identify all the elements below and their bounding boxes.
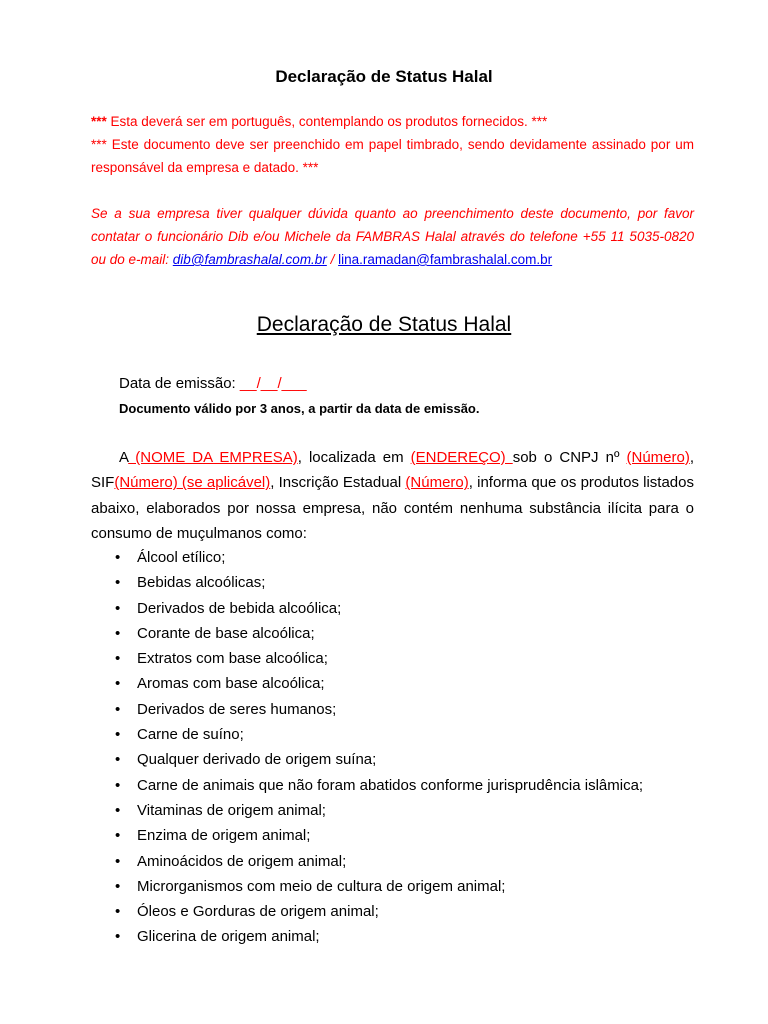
list-item-text: Aminoácidos de origem animal; [137,852,347,870]
email-separator: / [326,252,339,267]
bullet-icon: • [115,776,121,794]
bullet-icon: • [115,650,121,668]
list-item-text: Bebidas alcoólicas; [137,574,266,592]
list-item-text: Derivados de bebida alcoólica; [137,599,342,617]
bullet-icon: • [115,726,121,744]
list-item [91,545,694,570]
validity-note: Documento válido por 3 anos, a partir da data de emissão. [119,401,480,416]
list-item-text: Aromas com base alcoólica; [137,675,325,693]
list-item [91,849,694,874]
declaration-paragraph [91,445,694,546]
header-title: Declaração de Status Halal [275,67,493,86]
decl-text-5: , Inscrição Estadual [270,474,406,492]
contact-text: Se a sua empresa tiver qualquer dúvida quanto ao preenchimento deste documento, por favor contatar o funcionário Dib e/ou Michele da FAMBRAS Halal através do telefone +55 11 5035-0820 ou do e-mail: [91,206,694,267]
state-registration-field[interactable]: (Número) [405,474,469,492]
bullet-icon: • [115,599,121,617]
bullet-icon: • [115,928,121,946]
list-item [91,722,694,747]
bullet-icon: • [115,751,121,769]
list-item [91,671,694,696]
prohibited-substances-list [91,545,694,950]
decl-text-4: , SIF [91,449,695,492]
list-item [91,924,694,949]
emission-date-field[interactable]: __/__/___ [239,375,307,392]
sif-field[interactable]: (Número) (se aplicável) [114,474,271,492]
list-item-text: Glicerina de origem animal; [137,928,320,946]
list-item [91,697,694,722]
cnpj-field[interactable]: (Número) [626,449,690,466]
bullet-icon: • [115,852,121,870]
emission-label: Data de emissão: [119,375,240,392]
bullet-icon: • [115,700,121,718]
list-item-text: Corante de base alcoólica; [137,624,315,642]
list-item [91,874,694,899]
list-item [91,747,694,772]
bullet-icon: • [115,624,121,642]
list-item [91,570,694,595]
company-name-field[interactable]: (NOME DA EMPRESA) [128,449,298,466]
list-item-text: Álcool etílico; [137,549,226,566]
list-item-text: Derivados de seres humanos; [137,700,337,718]
list-item-text: Extratos com base alcoólica; [137,650,328,668]
list-item [91,899,694,924]
bullet-icon: • [115,801,121,819]
list-item [91,823,694,848]
list-item-text: Óleos e Gorduras de origem animal; [137,903,379,921]
main-title [0,313,768,337]
note-stars: *** [91,114,107,129]
bullet-icon: • [115,827,121,845]
list-item [91,798,694,823]
note-line-2: *** Este documento deve ser preenchido em papel timbrado, sendo devidamente assinado por um responsável da empresa e datado. *** [91,137,694,175]
list-item-text: Carne de animais que não foram abatidos conforme jurisprudência islâmica; [137,776,644,794]
list-item-text: Carne de suíno; [137,726,244,744]
emission-date [119,375,307,392]
bullet-icon: • [115,675,121,693]
list-item-text: Vitaminas de origem animal; [137,801,326,819]
decl-text-1: A [119,449,129,466]
bullet-icon: • [115,549,121,566]
list-item-text: Microrganismos com meio de cultura de origem animal; [137,877,506,895]
bullet-icon: • [115,877,121,895]
contact-paragraph [91,202,694,271]
list-item-text: Enzima de origem animal; [137,827,311,845]
main-title-text: Declaração de Status Halal [256,313,512,336]
decl-text-6: , informa que os produtos listados abaixo, elaborados por nossa empresa, não contém nenhuma substância ilícita para o consumo de muçulmanos como: [91,474,694,542]
list-item [91,773,694,798]
instruction-notes [91,110,694,179]
list-item [91,646,694,671]
note-line-1-text: Esta deverá ser em português, contemplando os produtos fornecidos. *** [106,114,548,129]
bullet-icon: • [115,903,121,921]
decl-text-2: , localizada em [297,449,411,466]
note-line-1 [91,110,694,133]
decl-text-3: sob o CNPJ nº [512,449,627,466]
list-item-text: Qualquer derivado de origem suína; [137,751,377,769]
email-link-lina[interactable]: lina.ramadan@fambrashalal.com.br [338,252,553,267]
email-link-dib[interactable]: dib@fambrashalal.com.br [172,252,327,267]
bullet-icon: • [115,574,121,592]
list-item [91,596,694,621]
list-item [91,621,694,646]
address-field[interactable]: (ENDEREÇO) [410,449,513,466]
